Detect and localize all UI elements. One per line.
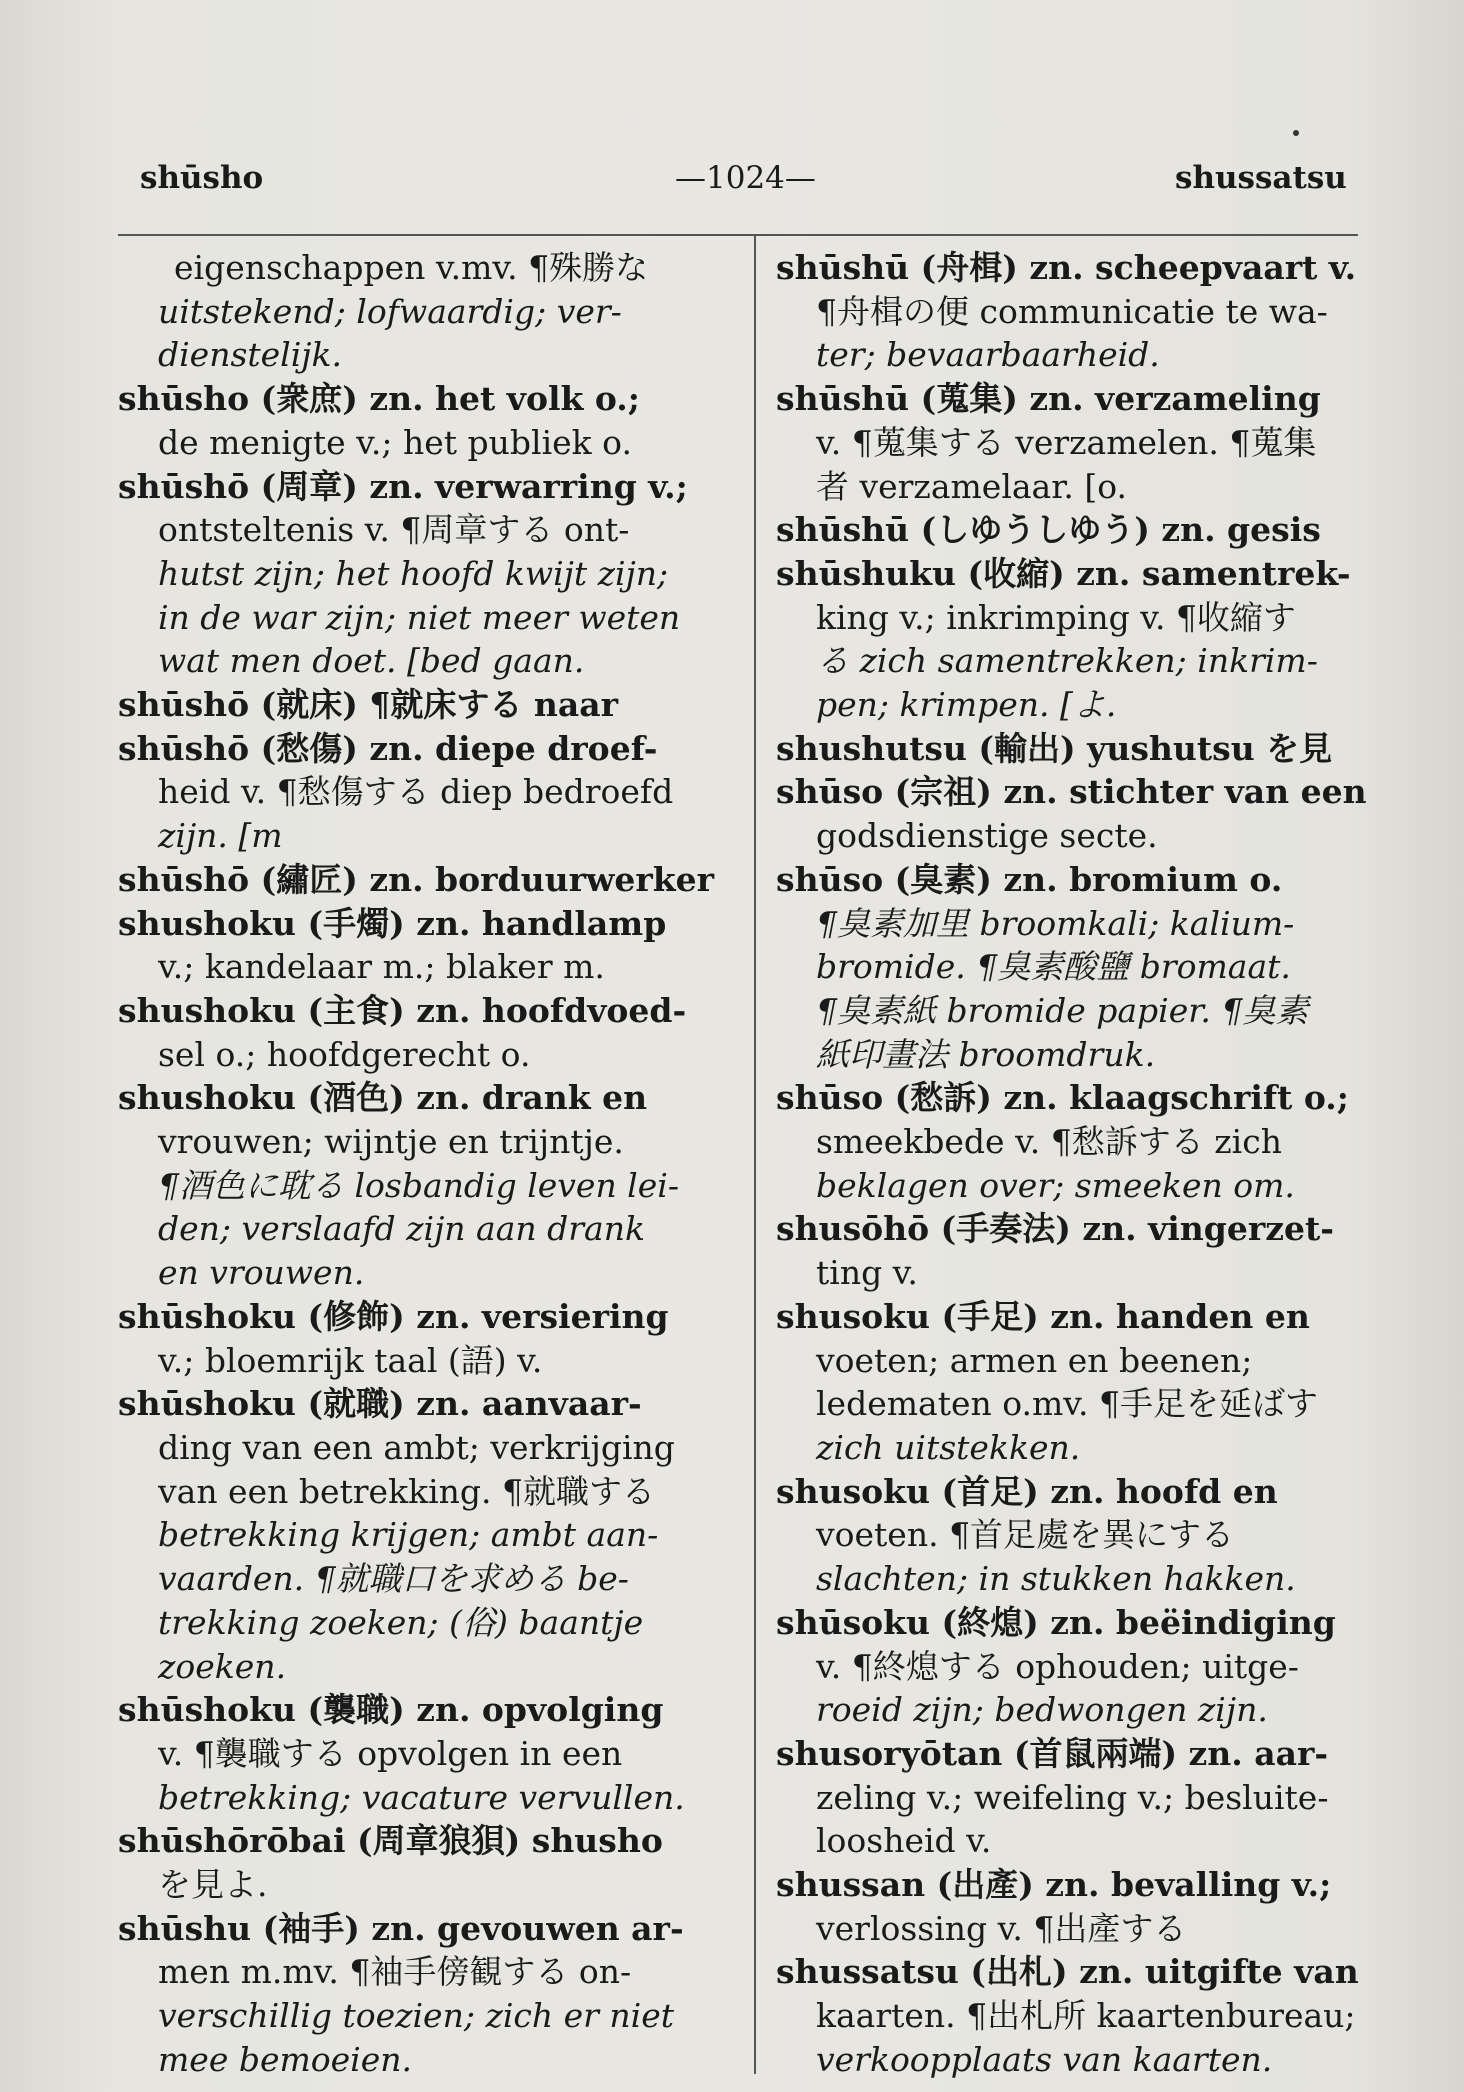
entry-headline: shūshō (繡匠) zn. borduurwerker — [118, 859, 715, 899]
entry-shusoku-2 — [776, 1470, 1380, 1601]
ink-dot — [1293, 130, 1299, 136]
entry-headline: shūshu (袖手) zn. gevouwen ar- — [118, 1908, 684, 1948]
entry-headline: shusoryōtan (首鼠兩端) zn. aar- — [776, 1733, 1329, 1773]
entry-headline: shusoku (手足) zn. handen en — [776, 1296, 1310, 1336]
entry-line: eigenschappen v.mv. ¶殊勝な — [174, 248, 649, 287]
entry-line: heid v. ¶愁傷する diep bedroefd — [158, 772, 674, 812]
entry-headline: shussatsu (出札) zn. uitgifte van — [776, 1952, 1359, 1992]
entry-line: de menigte v.; het publiek o. — [158, 422, 632, 462]
entry-shusoho — [776, 1207, 1380, 1294]
entry-line: verlossing v. ¶出產する — [816, 1908, 1187, 1948]
entry-line: king v.; inkrimping v. ¶收縮す — [816, 597, 1296, 637]
entry-shusoryotan — [776, 1732, 1380, 1863]
left-guide-word: shūsho — [140, 160, 264, 196]
entry-line: in de war zijn; niet meer weten — [158, 597, 681, 637]
entry-headline: shushoku (酒色) zn. drank en — [118, 1078, 648, 1118]
entry-line: ¶酒色に耽る losbandig leven lei- — [158, 1165, 679, 1205]
entry-headline: shūso (臭素) zn. bromium o. — [776, 859, 1283, 899]
entry-line: zoeken. — [158, 1646, 287, 1686]
entry-shusho-shusho — [118, 377, 730, 464]
entry-line: den; verslaafd zijn aan drank — [158, 1209, 645, 1249]
entry-shusho-3 — [118, 683, 730, 727]
entry-line: dienstelijk. — [158, 335, 343, 375]
entry-shusho-5 — [118, 858, 730, 902]
entry-line: zich uitstekken. — [816, 1427, 1081, 1467]
entry-shushoku-6 — [118, 1688, 730, 1819]
column-divider — [754, 234, 756, 2074]
entry-line: verkoopplaats van kaarten. — [816, 2039, 1273, 2079]
entry-headline: shūso (宗祖) zn. stichter van een — [776, 772, 1367, 812]
page-number: —1024— — [675, 160, 816, 196]
entry-headline: shūshōrōbai (周章狼狽) shusho — [118, 1821, 663, 1861]
entry-line: bromide. ¶臭素酸鹽 bromaat. — [816, 947, 1291, 987]
entry-headline: shushutsu (輸出) yushutsu を見 — [776, 728, 1333, 768]
entry-line: ¶臭素紙 bromide papier. ¶臭素 — [816, 990, 1309, 1030]
left-column — [118, 246, 730, 2082]
entry-headline: shūshoku (修飾) zn. versiering — [118, 1296, 669, 1336]
entry-line: ting v. — [816, 1253, 918, 1293]
entry-continuation — [118, 246, 730, 377]
entry-headline: shūshoku (就職) zn. aanvaar- — [118, 1384, 642, 1424]
entry-shuso-2 — [776, 858, 1380, 1077]
entry-line: vrouwen; wijntje en trijntje. — [158, 1122, 624, 1162]
entry-line: beklagen over; smeeken om. — [816, 1165, 1295, 1205]
entry-line: verschillig toezien; zich er niet — [158, 1996, 674, 2036]
entry-line: betrekking krijgen; ambt aan- — [158, 1515, 659, 1555]
entry-line: roeid zijn; bedwongen zijn. — [816, 1690, 1268, 1730]
entry-shushu-3 — [776, 508, 1380, 552]
entry-line: ontsteltenis v. ¶周章する ont- — [158, 510, 630, 550]
entry-shushoku-4 — [118, 1295, 730, 1382]
entry-line: v. ¶終熄する ophouden; uitge- — [816, 1646, 1299, 1686]
entry-headline: shūshō (就床) ¶就床する naar — [118, 685, 618, 725]
entry-shushoku-2 — [118, 989, 730, 1076]
header-rule — [118, 234, 1358, 236]
entry-shushutsu — [776, 727, 1380, 771]
entry-line: voeten; armen en beenen; — [816, 1340, 1253, 1380]
entry-headline: shūsho (衆庶) zn. het volk o.; — [118, 379, 640, 419]
entry-headline: shūshoku (襲職) zn. opvolging — [118, 1690, 664, 1730]
entry-line: ledematen o.mv. ¶手足を延ばす — [816, 1384, 1319, 1424]
entry-line: を見よ. — [158, 1865, 268, 1905]
right-guide-word: shussatsu — [1175, 160, 1347, 196]
entry-headline: shūshō (周章) zn. verwarring v.; — [118, 466, 688, 506]
entry-line: godsdienstige secte. — [816, 816, 1158, 856]
entry-headline: shūsoku (終熄) zn. beëindiging — [776, 1602, 1336, 1642]
entry-line: uitstekend; lofwaardig; ver- — [158, 291, 622, 331]
entry-line: 紙印畫法 broomdruk. — [816, 1034, 1156, 1074]
entry-shuso-3 — [776, 1076, 1380, 1207]
entry-headline: shūshuku (收縮) zn. samentrek- — [776, 553, 1351, 593]
entry-line: ¶舟楫の便 communicatie te wa- — [816, 291, 1328, 331]
entry-line: hutst zijn; het hoofd kwijt zijn; — [158, 553, 669, 593]
entry-shuso-1 — [776, 770, 1380, 857]
entry-headline: shussan (出產) zn. bevalling v.; — [776, 1865, 1332, 1905]
entry-shushuku — [776, 552, 1380, 727]
entry-shushoku-5 — [118, 1382, 730, 1688]
entry-headline: shusoku (首足) zn. hoofd en — [776, 1471, 1278, 1511]
entry-line: zijn. [m — [158, 816, 283, 856]
entry-line: loosheid v. — [816, 1821, 992, 1861]
entry-line: men m.mv. ¶袖手傍観する on- — [158, 1952, 632, 1992]
entry-line: en vrouwen. — [158, 1253, 365, 1293]
entry-shusho-shusho-2 — [118, 465, 730, 684]
entry-line: ter; bevaarbaarheid. — [816, 335, 1160, 375]
entry-line: v. ¶襲職する opvolgen in een — [158, 1733, 623, 1773]
entry-shushu-1 — [776, 246, 1380, 377]
entry-line: sel o.; hoofdgerecht o. — [158, 1034, 531, 1074]
entry-headline: shūshū (しゆうしゆう) zn. gesis — [776, 510, 1321, 550]
entry-headline: shūso (愁訴) zn. klaagschrift o.; — [776, 1078, 1349, 1118]
entry-line: smeekbede v. ¶愁訴する zich — [816, 1122, 1282, 1162]
entry-line: zeling v.; weifeling v.; besluite- — [816, 1777, 1329, 1817]
entry-shusho-4 — [118, 727, 730, 858]
entry-line: 者 verzamelaar. [o. — [816, 466, 1128, 506]
entry-shushoku-1 — [118, 902, 730, 989]
entry-shushu — [118, 1907, 730, 2082]
entry-line: ding van een ambt; verkrijging — [158, 1427, 675, 1467]
entry-line: van een betrekking. ¶就職する — [158, 1471, 655, 1511]
entry-shusoku-3 — [776, 1601, 1380, 1732]
entry-line: mee bemoeien. — [158, 2039, 413, 2079]
entry-line: trekking zoeken; (俗) baantje — [158, 1602, 644, 1642]
entry-line: slachten; in stukken hakken. — [816, 1559, 1296, 1599]
entry-shushu-2 — [776, 377, 1380, 508]
entry-line: pen; krimpen. [よ. — [816, 685, 1117, 725]
right-column — [776, 246, 1380, 2082]
entry-headline: shūshū (蒐集) zn. verzameling — [776, 379, 1321, 419]
entry-headline: shūshū (舟楫) zn. scheepvaart v. — [776, 248, 1357, 287]
entry-line: る zich samentrekken; inkrim- — [816, 641, 1318, 681]
entry-shusoku-1 — [776, 1295, 1380, 1470]
entry-shushoku-3 — [118, 1076, 730, 1295]
entry-line: v.; kandelaar m.; blaker m. — [158, 947, 605, 987]
entry-line: ¶臭素加里 broomkali; kalium- — [816, 903, 1295, 943]
entry-line: voeten. ¶首足處を異にする — [816, 1515, 1235, 1555]
entry-headline: shūshō (愁傷) zn. diepe droef- — [118, 728, 658, 768]
entry-headline: shushoku (主食) zn. hoofdvoed- — [118, 990, 687, 1030]
entry-headline: shusōhō (手奏法) zn. vingerzet- — [776, 1209, 1334, 1249]
entry-line: kaarten. ¶出札所 kaartenbureau; — [816, 1996, 1356, 2036]
entry-line: v.; bloemrijk taal (語) v. — [158, 1340, 543, 1380]
entry-line: vaarden. ¶就職口を求める be- — [158, 1559, 629, 1599]
entry-shussatsu — [776, 1950, 1380, 2081]
entry-line: betrekking; vacature vervullen. — [158, 1777, 685, 1817]
entry-line: v. ¶蒐集する verzamelen. ¶蒐集 — [816, 422, 1317, 462]
entry-line: wat men doet. [bed gaan. — [158, 641, 585, 681]
entry-headline: shushoku (手燭) zn. handlamp — [118, 903, 667, 943]
entry-shussan — [776, 1863, 1380, 1950]
entry-shushorobai — [118, 1819, 730, 1906]
